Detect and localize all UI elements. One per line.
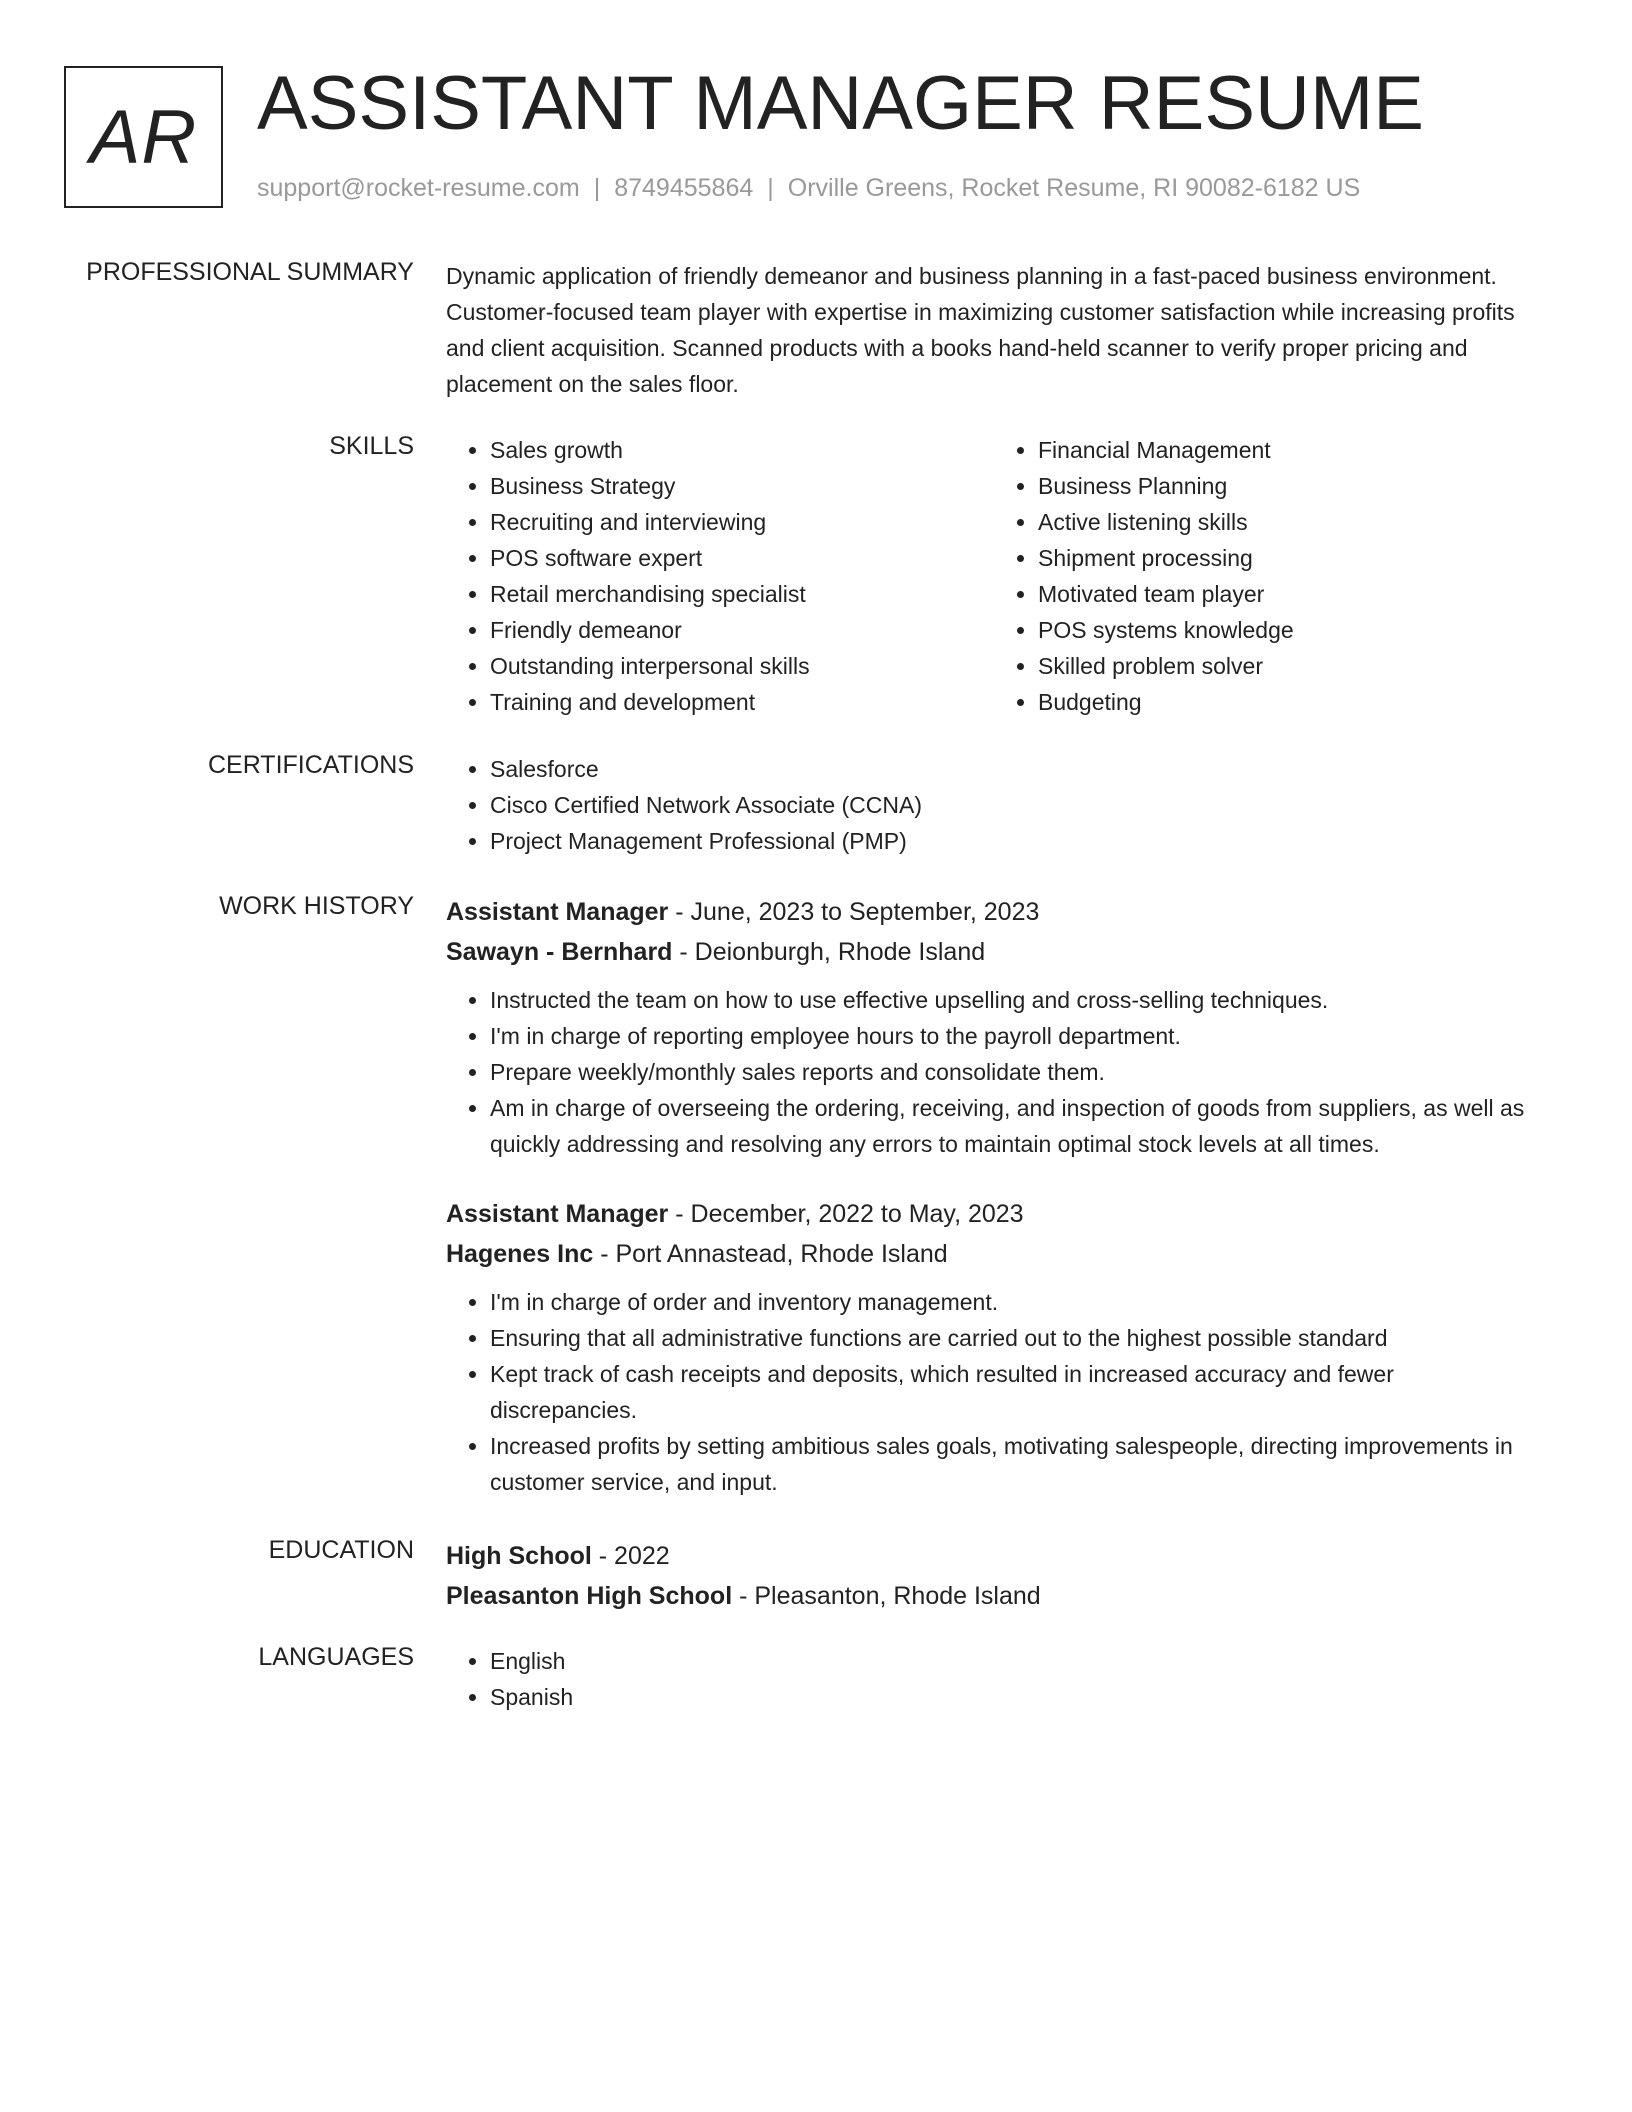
certifications-body <box>446 751 1546 859</box>
contact-phone: 8749455864 <box>614 174 754 202</box>
job-duty: • Increased profits by setting ambitious sales goals, motivating salespeople, directing improvements in customer service, and input. <box>490 1428 1546 1500</box>
skills-column-1 <box>446 432 994 720</box>
skill-item: • Recruiting and interviewing <box>490 504 994 540</box>
skill-item: • Active listening skills <box>1038 504 1542 540</box>
language-item: • English <box>490 1643 1546 1679</box>
contact-line <box>257 174 1360 203</box>
work-history-label: WORK HISTORY <box>219 892 414 920</box>
job-duty: • Instructed the team on how to use effective upselling and cross-selling techniques. <box>490 982 1546 1018</box>
certification-item: • Salesforce <box>490 751 1546 787</box>
skill-item: • Outstanding interpersonal skills <box>490 648 994 684</box>
education-body <box>446 1536 1546 1616</box>
job-duty: • Kept track of cash receipts and deposits, which resulted in increased accuracy and fewer discrepancies. <box>490 1356 1546 1428</box>
contact-separator: | <box>767 174 774 202</box>
monogram-box: AR <box>64 66 223 208</box>
education-degree-line <box>446 1536 1546 1576</box>
languages-label: LANGUAGES <box>258 1643 414 1671</box>
education-location: - Pleasanton, Rhode Island <box>732 1582 1041 1610</box>
resume-header <box>64 61 1564 211</box>
summary-text: Dynamic application of friendly demeanor and business planning in a fast-paced business environment. Customer-focused team player with expertise in maximizing customer satisfaction while increasing profits and client acquisition. Scanned products with a books hand-held scanner to verify proper pricing and placement on the sales floor. <box>446 263 1515 397</box>
job-duty: • I'm in charge of reporting employee hours to the payroll department. <box>490 1018 1546 1054</box>
skill-item: • Business Strategy <box>490 468 994 504</box>
skill-item: • Motivated team player <box>1038 576 1542 612</box>
job-title: Assistant Manager <box>446 1200 669 1228</box>
skill-item: • Training and development <box>490 684 994 720</box>
contact-address: Orville Greens, Rocket Resume, RI 90082-6182 US <box>787 174 1361 202</box>
skill-item: • Financial Management <box>1038 432 1542 468</box>
education-school: Pleasanton High School <box>446 1582 733 1610</box>
education-school-line <box>446 1576 1546 1616</box>
certification-item: • Cisco Certified Network Associate (CCNA) <box>490 787 1546 823</box>
job-entry <box>446 1194 1546 1500</box>
skill-item: • Business Planning <box>1038 468 1542 504</box>
skill-item: • Friendly demeanor <box>490 612 994 648</box>
job-company-line <box>446 932 1546 972</box>
job-dates: - June, 2023 to September, 2023 <box>668 898 1040 926</box>
contact-separator: | <box>593 174 601 202</box>
job-location: - Port Annastead, Rhode Island <box>593 1240 948 1268</box>
skill-item: • Retail merchandising specialist <box>490 576 994 612</box>
job-title: Assistant Manager <box>446 898 669 926</box>
job-duty: • I'm in charge of order and inventory management. <box>490 1284 1546 1320</box>
job-entry <box>446 892 1546 1162</box>
certification-item: • Project Management Professional (PMP) <box>490 823 1546 859</box>
job-duty: • Ensuring that all administrative functions are carried out to the highest possible standard <box>490 1320 1546 1356</box>
job-duty: • Prepare weekly/monthly sales reports and consolidate them. <box>490 1054 1546 1090</box>
skills-body <box>446 432 1546 720</box>
job-duties <box>446 1284 1546 1500</box>
job-duty: • Am in charge of overseeing the ordering, receiving, and inspection of goods from suppliers, as well as quickly addressing and resolving any errors to maintain optimal stock levels at all times. <box>490 1090 1546 1162</box>
job-company: Sawayn - Bernhard <box>446 938 673 966</box>
summary-label: PROFESSIONAL SUMMARY <box>86 258 414 286</box>
job-company-line <box>446 1234 1546 1274</box>
skill-item: • Skilled problem solver <box>1038 648 1542 684</box>
contact-email: support@rocket-resume.com <box>257 174 580 202</box>
skill-item: • Shipment processing <box>1038 540 1542 576</box>
skills-label: SKILLS <box>329 432 414 460</box>
skill-item: • Budgeting <box>1038 684 1542 720</box>
skill-item: • Sales growth <box>490 432 994 468</box>
language-item: • Spanish <box>490 1679 1546 1715</box>
job-dates: - December, 2022 to May, 2023 <box>668 1200 1024 1228</box>
education-year: - 2022 <box>591 1542 670 1570</box>
skill-item: • POS systems knowledge <box>1038 612 1542 648</box>
skill-item: • POS software expert <box>490 540 994 576</box>
resume-title: ASSISTANT MANAGER RESUME <box>257 61 1424 146</box>
job-company: Hagenes Inc <box>446 1240 594 1268</box>
education-label: EDUCATION <box>268 1536 414 1564</box>
job-title-line <box>446 1194 1546 1234</box>
education-degree: High School <box>446 1542 592 1570</box>
skills-column-2 <box>994 432 1542 720</box>
work-history-body <box>446 892 1546 1500</box>
certifications-label: CERTIFICATIONS <box>207 751 414 779</box>
job-location: - Deionburgh, Rhode Island <box>672 938 986 966</box>
languages-body <box>446 1643 1546 1715</box>
job-duties <box>446 982 1546 1162</box>
job-title-line <box>446 892 1546 932</box>
